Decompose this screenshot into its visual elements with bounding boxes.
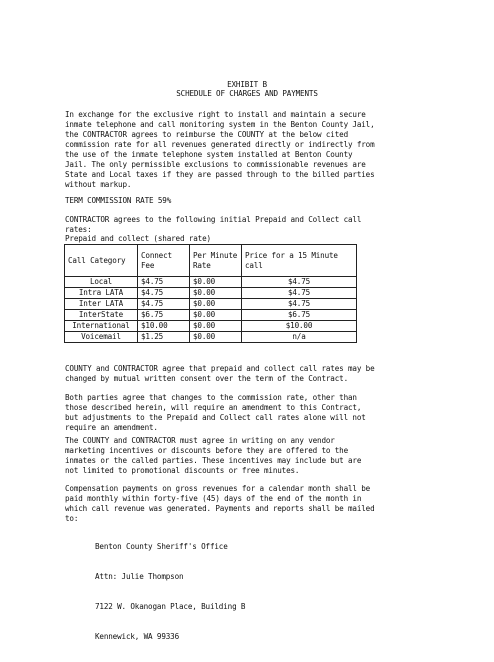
mailing-address — [95, 522, 465, 662]
address-line: 7122 W. Okanogan Place, Building B — [95, 602, 246, 611]
table-row — [65, 299, 357, 310]
vendor-incentives-paragraph: The COUNTY and CONTRACTOR must agree in writing on any vendor marketing incentives or discounts before they are offered to the inmates or the called parties. These incentives may include but are not limited to promotional discounts or free minutes. — [65, 436, 362, 475]
cell-category: Local — [65, 277, 138, 288]
cell-category: Inter LATA — [65, 299, 138, 310]
cell-price: $4.75 — [242, 299, 357, 310]
cell-per-minute: $0.00 — [190, 332, 242, 343]
rate-change-paragraph: COUNTY and CONTRACTOR agree that prepaid and collect call rates may be changed by mutual written consent over the term of the Contract. — [65, 364, 375, 383]
cell-category: International — [65, 321, 138, 332]
header-per-minute-rate: Per Minute Rate — [190, 245, 242, 277]
amendment-paragraph: Both parties agree that changes to the commission rate, other than those described herein, will require an amendment to this Contract, but adjustments to the Prepaid and Collect call rates alone will not require an amendment. — [65, 393, 366, 432]
exhibit-title: EXHIBIT B — [227, 80, 267, 89]
cell-connect-fee: $10.00 — [138, 321, 190, 332]
cell-per-minute: $0.00 — [190, 321, 242, 332]
header-price-15-minute: Price for a 15 Minute call — [242, 245, 357, 277]
address-line: Benton County Sheriff's Office — [95, 542, 228, 551]
cell-per-minute: $0.00 — [190, 277, 242, 288]
cell-connect-fee: $4.75 — [138, 288, 190, 299]
cell-per-minute: $0.00 — [190, 299, 242, 310]
address-line: Attn: Julie Thompson — [95, 572, 184, 581]
cell-price: $4.75 — [242, 288, 357, 299]
table-row — [65, 310, 357, 321]
intro-paragraph: In exchange for the exclusive right to install and maintain a secure inmate telephone and call monitoring system in the Benton County Jail, the CONTRACTOR agrees to reimburse the COUNTY at the below cited commission rate for all revenues generated directly or indirectly from the use of the inmate telephone system installed at Benton County Jail. The only permissible exclusions to commissionable revenues are State and Local taxes if they are passed through to the billed parties without markup. — [65, 110, 375, 189]
address-line: Kennewick, WA 99336 — [95, 632, 180, 641]
header-connect-fee: Connect Fee — [138, 245, 190, 277]
cell-category: Intra LATA — [65, 288, 138, 299]
exhibit-subtitle: SCHEDULE OF CHARGES AND PAYMENTS — [176, 89, 318, 98]
compensation-paragraph: Compensation payments on gross revenues for a calendar month shall be paid monthly within forty-five (45) days of the end of the month in which call revenue was generated. Payments and reports shall be mailed to: — [65, 484, 375, 523]
table-caption: Prepaid and collect (shared rate) — [65, 234, 211, 243]
cell-price: $10.00 — [242, 321, 357, 332]
cell-per-minute: $0.00 — [190, 288, 242, 299]
cell-per-minute: $0.00 — [190, 310, 242, 321]
cell-price: $4.75 — [242, 277, 357, 288]
cell-category: Voicemail — [65, 332, 138, 343]
cell-connect-fee: $4.75 — [138, 299, 190, 310]
cell-category: InterState — [65, 310, 138, 321]
table-row — [65, 277, 357, 288]
term-commission-rate: TERM COMMISSION RATE 59% — [65, 196, 172, 205]
cell-connect-fee: $4.75 — [138, 277, 190, 288]
table-row — [65, 288, 357, 299]
rate-table — [64, 244, 357, 343]
cell-price: $6.75 — [242, 310, 357, 321]
table-row — [65, 321, 357, 332]
rates-intro-paragraph: CONTRACTOR agrees to the following initial Prepaid and Collect call rates: — [65, 215, 362, 234]
cell-price: n/a — [242, 332, 357, 343]
cell-connect-fee: $1.25 — [138, 332, 190, 343]
header-call-category: Call Category — [65, 245, 138, 277]
table-header-row — [65, 245, 357, 277]
cell-connect-fee: $6.75 — [138, 310, 190, 321]
table-row — [65, 332, 357, 343]
